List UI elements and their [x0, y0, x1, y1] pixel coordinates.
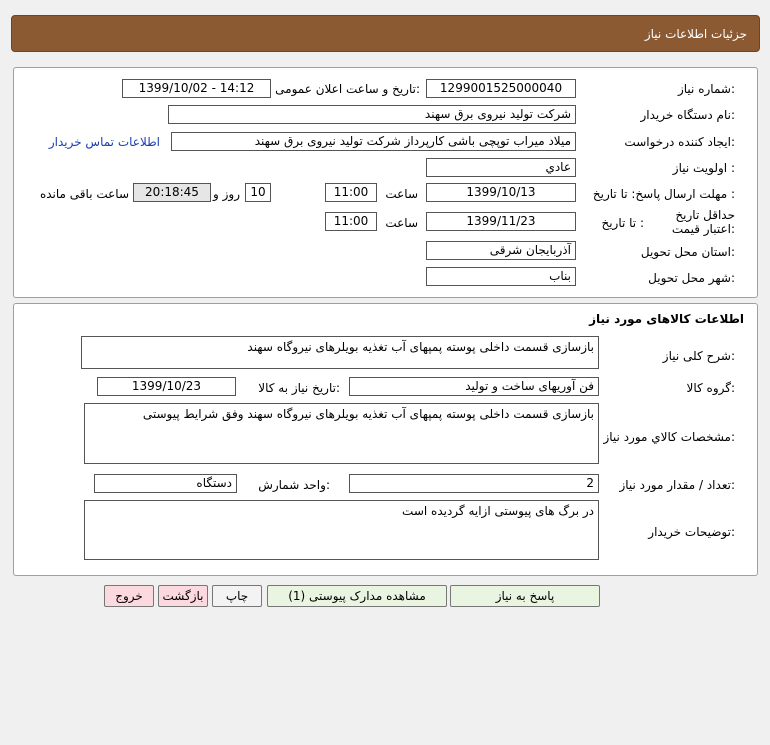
- back-button[interactable]: بازگشت: [158, 585, 208, 607]
- need-info-panel: [13, 67, 758, 298]
- validity-to-label: تا تاریخ :: [601, 216, 644, 230]
- notes-field: در برگ های پیوستی ازایه گردیده است: [84, 500, 599, 560]
- buyer-field: شرکت تولید نیروی برق سهند: [168, 105, 576, 124]
- validity-time-field: 11:00: [325, 212, 377, 231]
- province-label: استان محل تحویل:: [640, 245, 735, 259]
- need-number-label: شماره نیاز:: [677, 82, 735, 96]
- requester-field: میلاد میراب توپچی باشی کارپرداز شرکت تولید نیروی برق سهند: [171, 132, 576, 151]
- goods-section-title: اطلاعات کالاهای مورد نیاز: [589, 312, 744, 326]
- validity-date-field: 1399/11/23: [426, 212, 576, 231]
- days-label: روز و: [213, 187, 240, 201]
- qty-label: تعداد / مقدار مورد نیاز:: [619, 478, 735, 492]
- exit-button[interactable]: خروج: [104, 585, 154, 607]
- spec-label: مشخصات کالاي مورد نیاز:: [603, 430, 735, 444]
- deadline-time-label: ساعت: [385, 187, 418, 201]
- deadline-label: مهلت ارسال پاسخ: تا تاریخ :: [592, 187, 735, 201]
- priority-label: اولویت نیاز :: [672, 161, 735, 175]
- buyer-label: نام دستگاه خریدار:: [640, 108, 735, 122]
- province-field: آذربایجان شرقی: [426, 241, 576, 260]
- deadline-time-field: 11:00: [325, 183, 377, 202]
- print-button[interactable]: چاپ: [212, 585, 262, 607]
- unit-label: واحد شمارش:: [258, 478, 330, 492]
- group-label: گروه کالا:: [686, 381, 735, 395]
- spec-field: بازسازی قسمت داخلی پوسته پمپهای آب تغذیه بویلرهای نیروگاه سهند وفق شرایط پیوستی: [84, 403, 599, 464]
- announce-label: تاریخ و ساعت اعلان عمومی:: [275, 82, 420, 96]
- need-number-field: 1299001525000040: [426, 79, 576, 98]
- city-field: بناب: [426, 267, 576, 286]
- contact-info-link[interactable]: اطلاعات تماس خریدار: [48, 135, 160, 149]
- need-date-field: 1399/10/23: [97, 377, 236, 396]
- reply-button[interactable]: پاسخ به نیاز: [450, 585, 600, 607]
- validity-label: حداقل تاریخ اعتبار قیمت:: [671, 208, 735, 236]
- need-date-label: تاریخ نیاز به کالا:: [258, 381, 340, 395]
- page-title: جزئیات اطلاعات نیاز: [644, 27, 747, 41]
- notes-label: توضیحات خریدار:: [648, 525, 735, 539]
- priority-field: عادي: [426, 158, 576, 177]
- requester-label: ایجاد کننده درخواست:: [624, 135, 735, 149]
- validity-time-label: ساعت: [385, 216, 418, 230]
- qty-field: 2: [349, 474, 599, 493]
- deadline-date-field: 1399/10/13: [426, 183, 576, 202]
- view-attachments-button[interactable]: مشاهده مدارک پیوستی (1): [267, 585, 447, 607]
- remaining-label: ساعت باقی مانده: [39, 187, 129, 201]
- remaining-time-field: 20:18:45: [133, 183, 211, 202]
- city-label: شهر محل تحویل:: [648, 271, 735, 285]
- announce-field: 1399/10/02 - 14:12: [122, 79, 271, 98]
- unit-field: دستگاه: [94, 474, 237, 493]
- days-field: 10: [245, 183, 271, 202]
- summary-field: بازسازی قسمت داخلی پوسته پمپهای آب تغذیه بویلرهای نیروگاه سهند: [81, 336, 599, 369]
- group-field: فن آوریهای ساخت و تولید: [349, 377, 599, 396]
- summary-label: شرح کلی نیاز:: [662, 349, 735, 363]
- page-header: [11, 15, 760, 52]
